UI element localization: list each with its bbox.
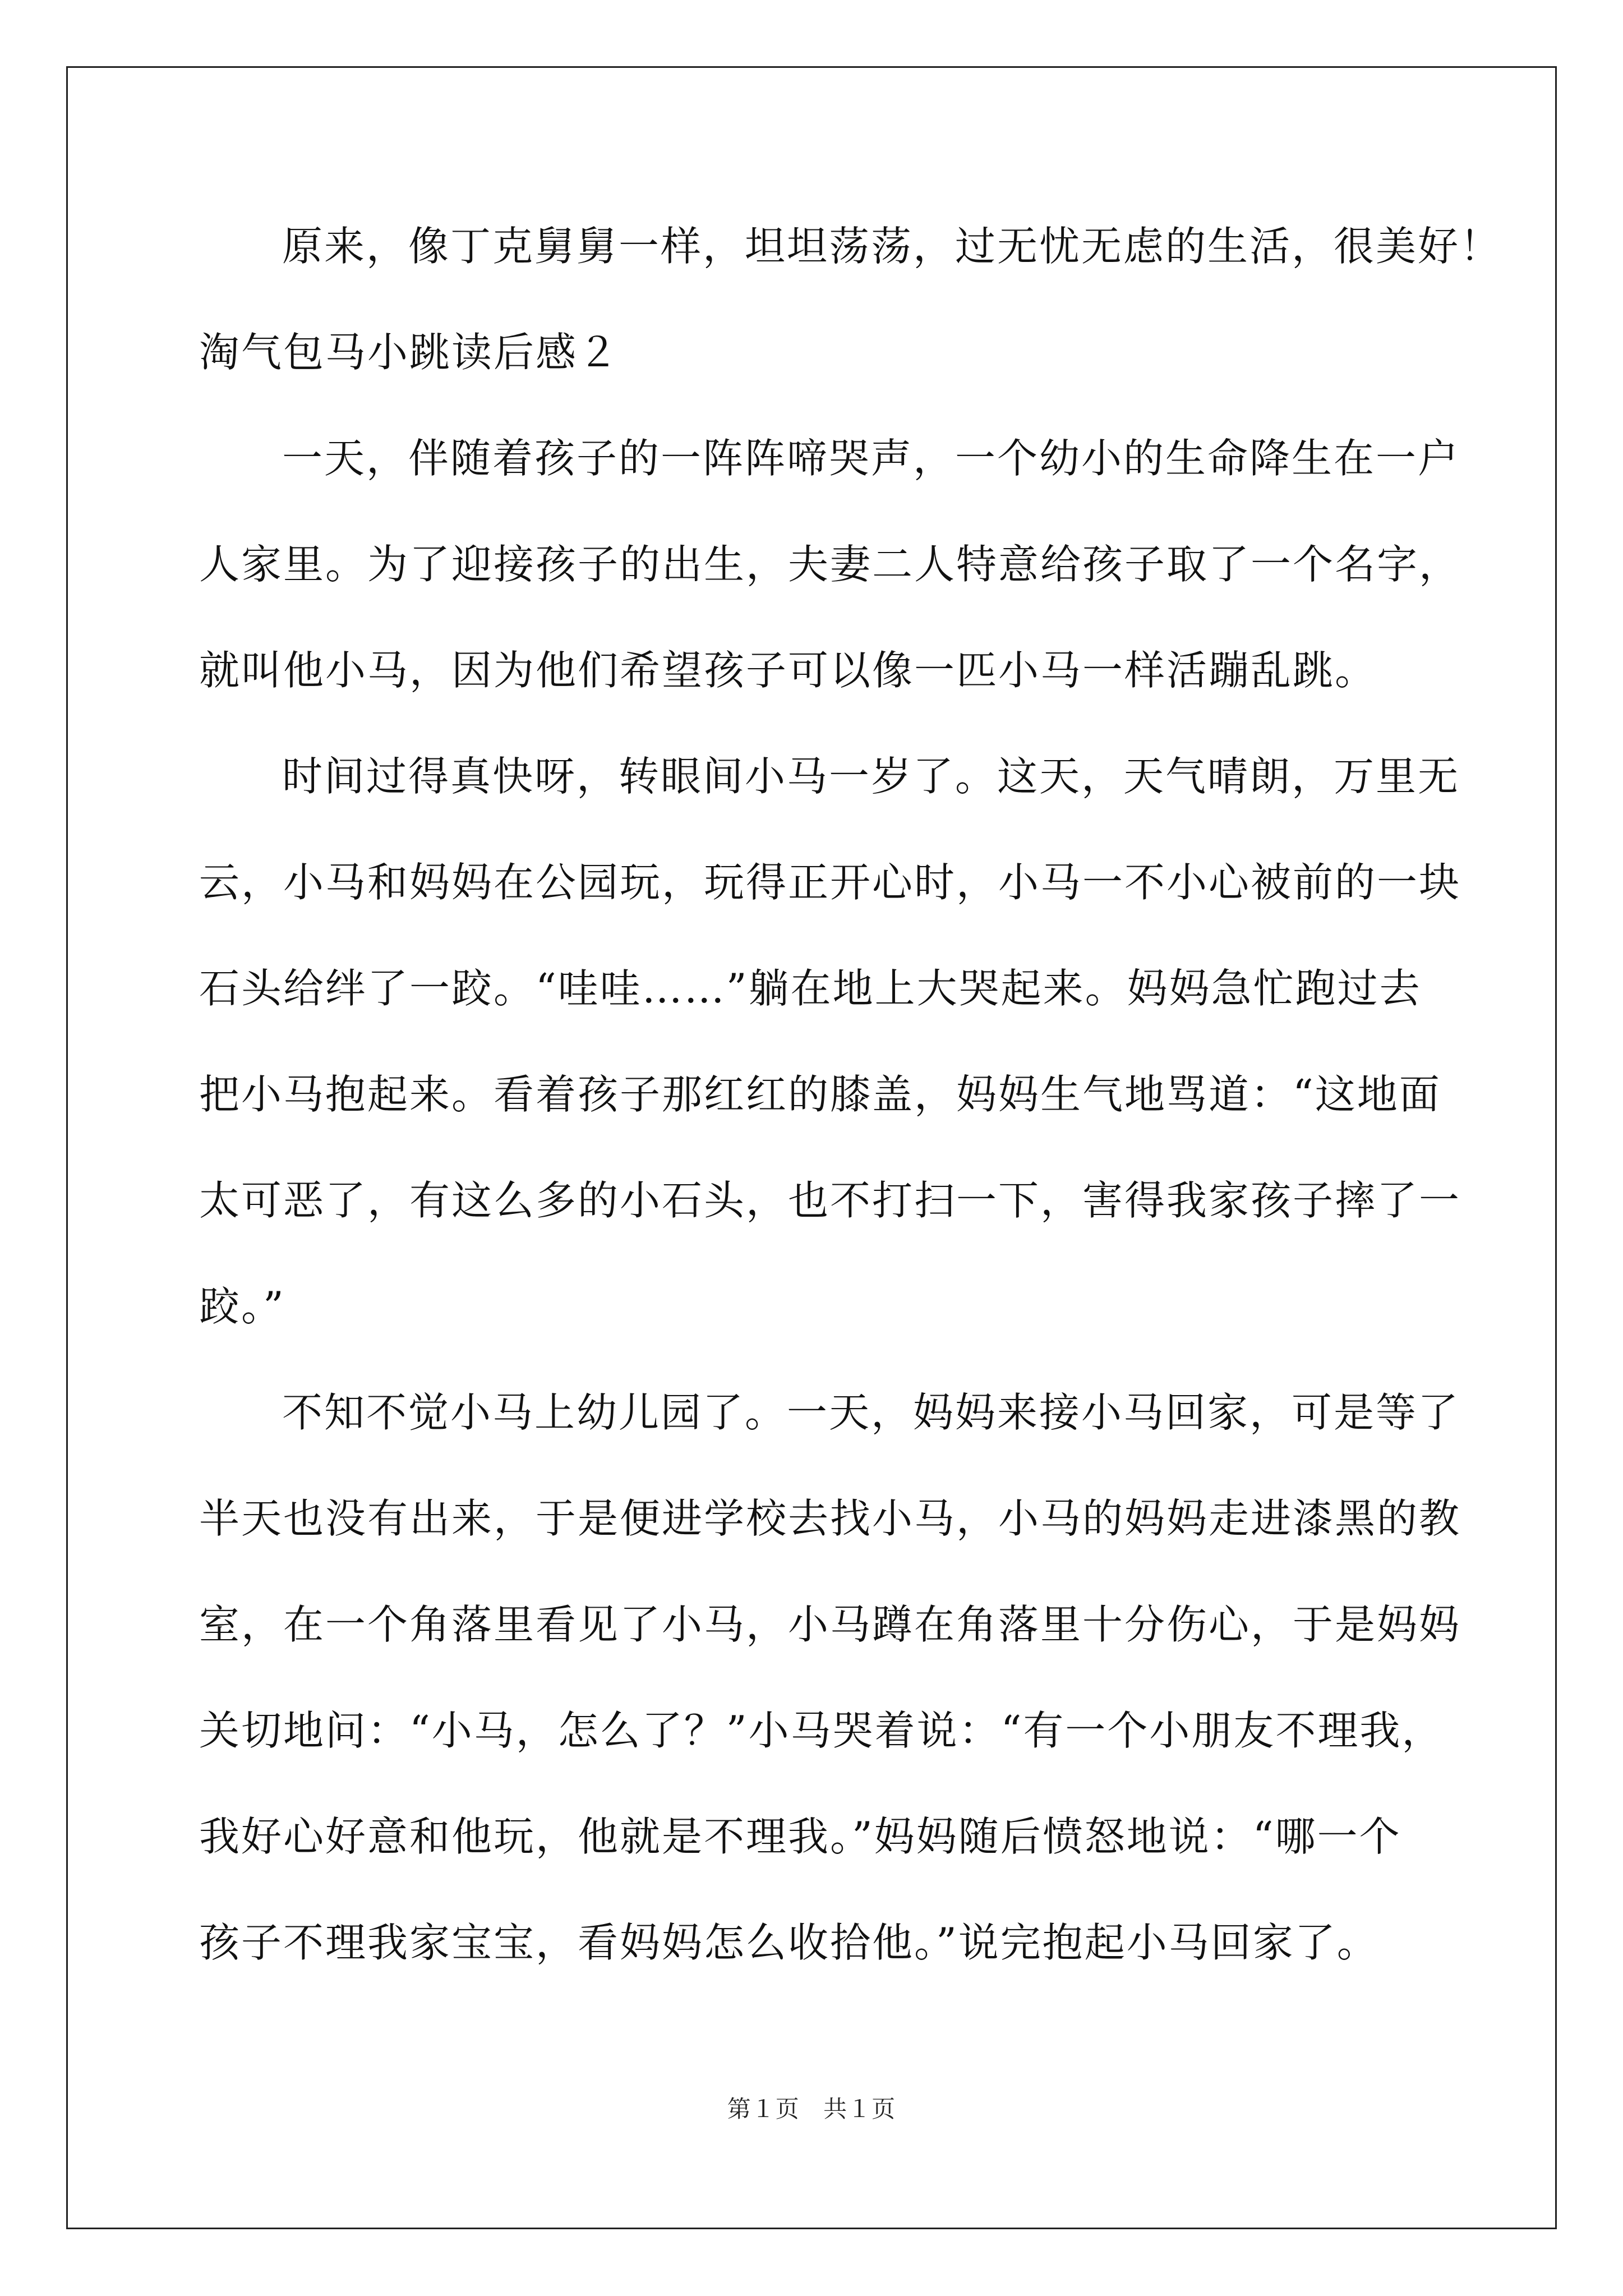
text-line: 人家里。为了迎接孩子的出生，夫妻二人特意给孩子取了一个名字，: [199, 541, 1461, 588]
text-line: 云，小马和妈妈在公园玩，玩得正开心时，小马一不小心被前的一块: [199, 859, 1461, 906]
title-line: 淘气包马小跳读后感２: [199, 329, 620, 376]
text-line: 太可恶了，有这么多的小石头，也不打扫一下，害得我家孩子摔了一: [199, 1177, 1461, 1224]
text-line: 一天，伴随着孩子的一阵阵啼哭声，一个幼小的生命降生在一户: [282, 435, 1460, 482]
page-total: 共１页: [823, 2095, 896, 2123]
paragraph-kindergarten: [199, 1360, 1461, 1996]
text-line: 室，在一个角落里看见了小马，小马蹲在角落里十分伤心，于是妈妈: [199, 1601, 1461, 1648]
text-line: 时间过得真快呀，转眼间小马一岁了。这天，天气晴朗，万里无: [282, 753, 1460, 800]
text-line: 我好心好意和他玩，他就是不理我。”妈妈随后愤怒地说：“哪一个: [199, 1813, 1401, 1860]
paragraph-intro: [199, 194, 1502, 300]
document-body: [199, 194, 1502, 1996]
text-line: 跤。”: [199, 1283, 285, 1330]
paragraph-birth: [199, 406, 1461, 724]
text-line: 孩子不理我家宝宝，看妈妈怎么收拾他。”说完抱起小马回家了。: [199, 1919, 1379, 1966]
text-line: 半天也没有出来，于是便进学校去找小马，小马的妈妈走进漆黑的教: [199, 1495, 1461, 1542]
paragraph-park: [199, 724, 1461, 1360]
text-line: 就叫他小马，因为他们希望孩子可以像一匹小马一样活蹦乱跳。: [199, 647, 1377, 694]
text-line: 把小马抱起来。看着孩子那红红的膝盖，妈妈生气地骂道：“这地面: [199, 1071, 1441, 1118]
text-line: 不知不觉小马上幼儿园了。一天，妈妈来接小马回家，可是等了: [282, 1389, 1460, 1436]
text-line: 关切地问：“小马，怎么了？”小马哭着说：“有一个小朋友不理我，: [199, 1707, 1444, 1754]
page-footer: [0, 2091, 1623, 2124]
page-number: 第１页: [727, 2095, 800, 2123]
text-line: 原来，像丁克舅舅一样，坦坦荡荡，过无忧无虑的生活，很美好！: [282, 223, 1502, 270]
section-title: [199, 300, 1422, 406]
text-line: 石头给绊了一跤。“哇哇……”躺在地上大哭起来。妈妈急忙跑过去: [199, 965, 1422, 1012]
